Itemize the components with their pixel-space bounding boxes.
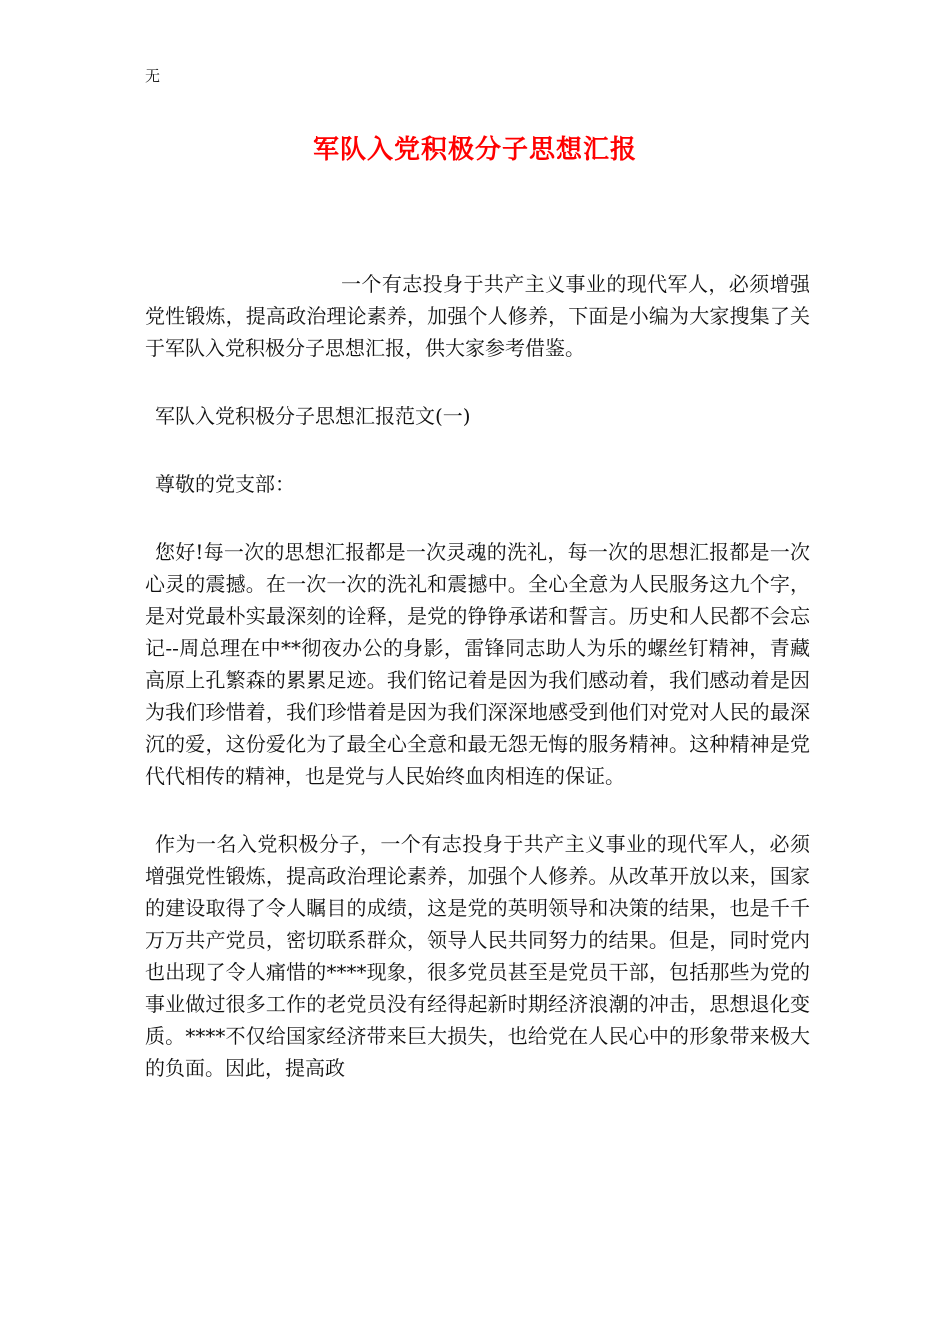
intro-paragraph: 一个有志投身于共产主义事业的现代军人，必须增强党性锻炼，提高政治理论素养，加强个人修养，下面是小编为大家搜集了关于军队入党积极分子思想汇报，供大家参考借鉴。 xyxy=(145,272,810,360)
greeting-line: 尊敬的党支部： xyxy=(155,472,295,496)
section-heading: 军队入党积极分子思想汇报范文(一) xyxy=(155,404,471,428)
document-title: 军队入党积极分子思想汇报 xyxy=(312,135,637,165)
header-mark: 无 xyxy=(145,67,161,85)
document-body xyxy=(145,268,810,1084)
body-paragraph-2: 作为一名入党积极分子，一个有志投身于共产主义事业的现代军人，必须增强党性锻炼，提高政治理论素养，加强个人修养。从改革开放以来，国家的建设取得了令人瞩目的成绩，这是党的英明领导和决策的结果，也是千千万万共产党员，密切联系群众，领导人民共同努力的结果。但是，同时党内也出现了令人痛惜的****现象，很多党员甚至是党员干部，包括那些为党的事业做过很多工作的老党员没有经得起新时期经济浪潮的冲击，思想退化变质。****不仅给国家经济带来巨大损失，也给党在人民心中的形象带来极大的负面。因此，提高政 xyxy=(145,832,810,1080)
body-paragraph-1: 您好!每一次的思想汇报都是一次灵魂的洗礼，每一次的思想汇报都是一次心灵的震撼。在一次一次的洗礼和震撼中。全心全意为人民服务这九个字，是对党最朴实最深刻的诠释，是党的铮铮承诺和誓言。历史和人民都不会忘记--周总理在中**彻夜办公的身影，雷锋同志助人为乐的螺丝钉精神，青藏高原上孔繁森的累累足迹。我们铭记着是因为我们感动着，我们感动着是因为我们珍惜着，我们珍惜着是因为我们深深地感受到他们对党对人民的最深沉的爱，这份爱化为了最全心全意和最无怨无悔的服务精神。这种精神是党代代相传的精神，也是党与人民始终血肉相连的保证。 xyxy=(145,540,810,788)
